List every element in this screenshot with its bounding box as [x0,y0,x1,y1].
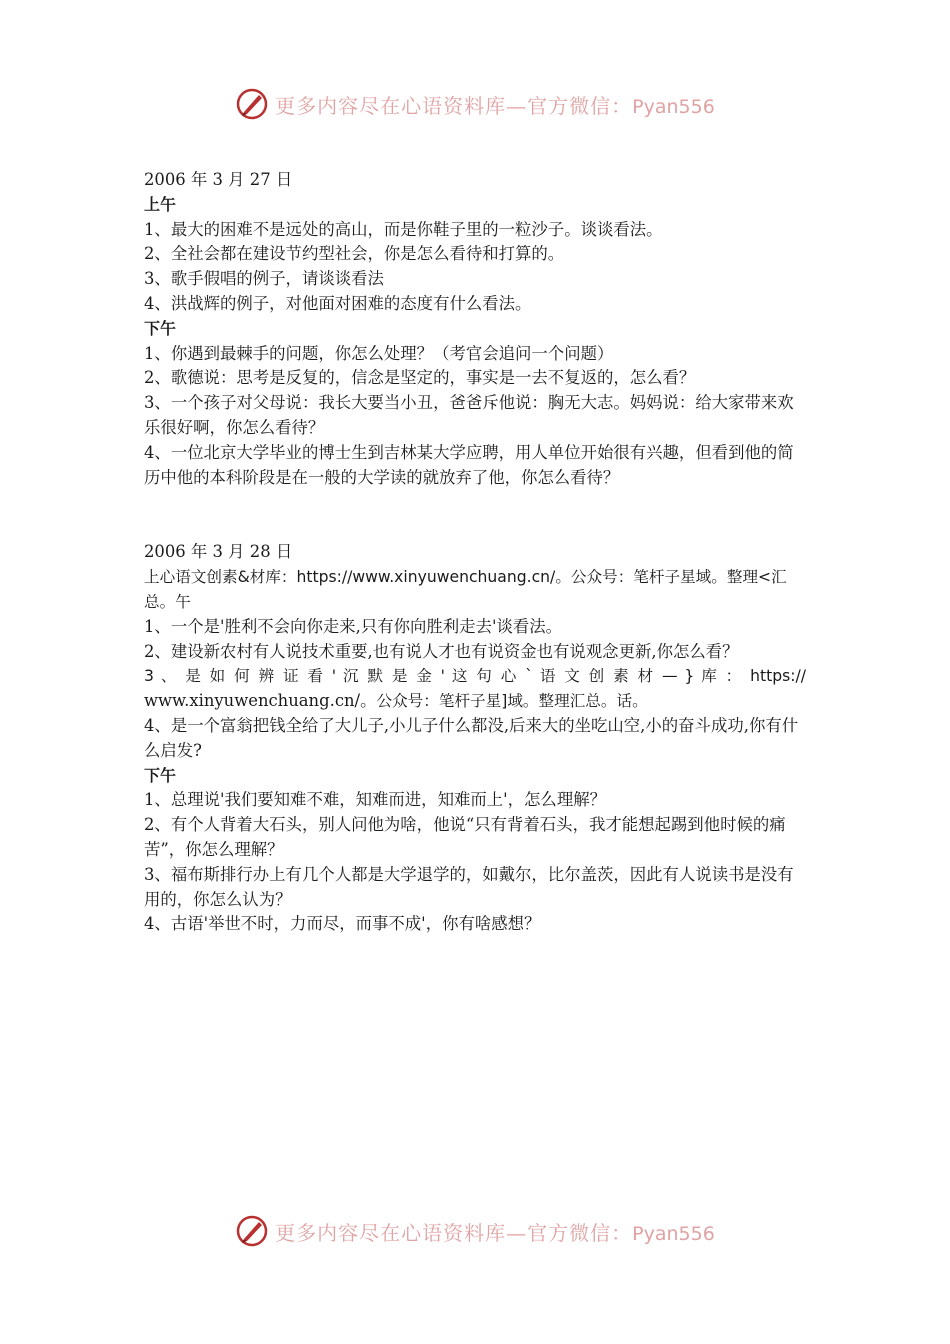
list-item-3-line2 [144,689,806,714]
pen-logo-icon [235,87,269,121]
section1-afternoon-label: 下午 [144,318,177,338]
document-body [144,168,806,937]
list-item: 4、古语'举世不时，力而尽，而事不成'，你有啥感想？ [144,914,541,934]
list-item: 1、总理说'我们要知难不难，知难而进，知难而上'，怎么理解？ [144,790,606,810]
wechat-id: Pyan556 [632,95,715,118]
list-item: 1、你遇到最棘手的问题，你怎么处理？（考官会追问一个问题） [144,343,614,363]
header-banner [0,84,950,124]
footer-banner [0,1211,950,1251]
section-gap [144,490,806,540]
list-item: 2、歌德说：思考是反复的，信念是坚定的，事实是一去不复返的，怎么看？ [144,368,696,388]
list-item: 1、最大的困难不是远处的高山，而是你鞋子里的一粒沙子。谈谈看法。 [144,219,663,239]
section1-morning-label: 上午 [144,194,177,214]
list-item: 2、建设新农村有人说技术重要,也有说人才也有说资金也有说观念更新,你怎么看？ [144,641,739,661]
list-item: 2、全社会都在建设节约型社会，你是怎么看待和打算的。 [144,244,565,264]
section2-date: 2006 年 3 月 28 日 [144,542,293,562]
watermark-text: 公众号：笔杆子星]域。整理汇总。话。 [376,692,648,711]
list-item: 3、一个孩子对父母说：我长大要当小丑，爸爸斥他说：胸无大志。妈妈说：给大家带来欢乐很好啊，你怎么看待？ [144,393,794,437]
list-item: 2、有个人背着大石头，别人问他为啥，他说“只有背着石头，我才能想起踢到他时候的痛苦”，你怎么理解？ [144,815,786,859]
section1-date: 2006 年 3 月 27 日 [144,170,293,189]
pen-logo-icon [235,1214,269,1248]
list-item: 1、一个是'胜利不会向你走来,只有你向胜利走去'谈看法。 [144,616,563,636]
list-item-3-line1: 3 、 是 如 何 辨 证 看 ' 沉 默 是 金 ' 这 句 心 ` 语 文 创 素 材 — } 库 ： https:// [144,667,806,686]
url-text: www.xinyuwenchuang.cn/。 [144,691,377,711]
banner-text: 更多内容尽在心语资料库—官方微信：Pyan556 [275,93,715,118]
wechat-id: Pyan556 [632,1222,715,1245]
list-item: 4、是一个富翁把钱全给了大儿子,小儿子什么都没,后来大的坐吃山空,小的奋斗成功,你有什么启发? [144,715,799,760]
section2-afternoon-label: 下午 [144,765,177,785]
banner-text: 更多内容尽在心语资料库—官方微信：Pyan556 [275,1220,715,1245]
list-item: 4、一位北京大学毕业的博士生到吉林某大学应聘，用人单位开始很有兴趣，但看到他的简历中他的本科阶段是在一般的大学读的就放弃了他，你怎么看待？ [144,442,794,487]
watermark-line: 上心语文创素&材库：https://www.xinyuwenchuang.cn/。公众号：笔杆子星域。整理<汇总。午 [144,568,787,611]
list-item: 3、歌手假唱的例子，请谈谈看法 [144,269,384,289]
list-item: 4、洪战辉的例子，对他面对困难的态度有什么看法。 [144,293,532,313]
list-item: 3、福布斯排行办上有几个人都是大学退学的，如戴尔，比尔盖茨，因此有人说读书是没有用的，你怎么认为？ [144,864,794,909]
